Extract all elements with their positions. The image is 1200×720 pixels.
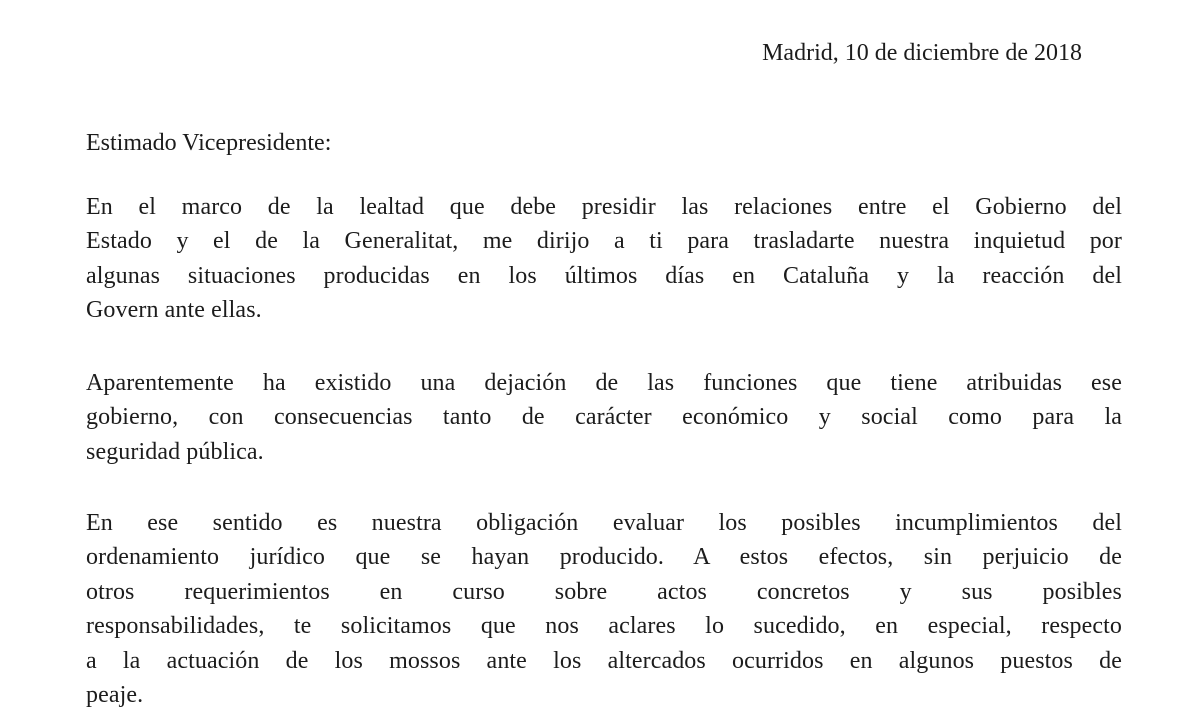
paragraph-line: a la actuación de los mossos ante los altercados ocurridos en algunos puestos de (86, 647, 1122, 674)
letter-paragraph-1 (86, 190, 1122, 328)
paragraph-line: otros requerimientos en curso sobre actos concretos y sus posibles (86, 578, 1122, 605)
paragraph-line: En ese sentido es nuestra obligación evaluar los posibles incumplimientos del (86, 510, 1122, 536)
paragraph-line: peaje. (86, 681, 144, 708)
paragraph-line: Govern ante ellas. (86, 297, 262, 324)
paragraph-line: Estado y el de la Generalitat, me dirijo a ti para trasladarte nuestra inquietud por (86, 228, 1122, 255)
paragraph-line: ordenamiento jurídico que se hayan producido. A estos efectos, sin perjuicio de (86, 544, 1122, 571)
letter-paragraph-3 (86, 506, 1122, 712)
letter-salutation: Estimado Vicepresidente: (86, 130, 332, 156)
paragraph-line: responsabilidades, te solicitamos que nos aclares lo sucedido, en especial, respecto (86, 613, 1122, 640)
paragraph-line: Aparentemente ha existido una dejación de las funciones que tiene atribuidas ese (86, 370, 1122, 396)
letter-date: Madrid, 10 de diciembre de 2018 (762, 40, 1082, 66)
paragraph-line: gobierno, con consecuencias tanto de carácter económico y social como para la (86, 404, 1122, 431)
letter-paragraph-2 (86, 366, 1122, 469)
paragraph-line: seguridad pública. (86, 438, 264, 465)
paragraph-line: algunas situaciones producidas en los últimos días en Cataluña y la reacción del (86, 262, 1122, 289)
paragraph-line: En el marco de la lealtad que debe presidir las relaciones entre el Gobierno del (86, 194, 1122, 220)
